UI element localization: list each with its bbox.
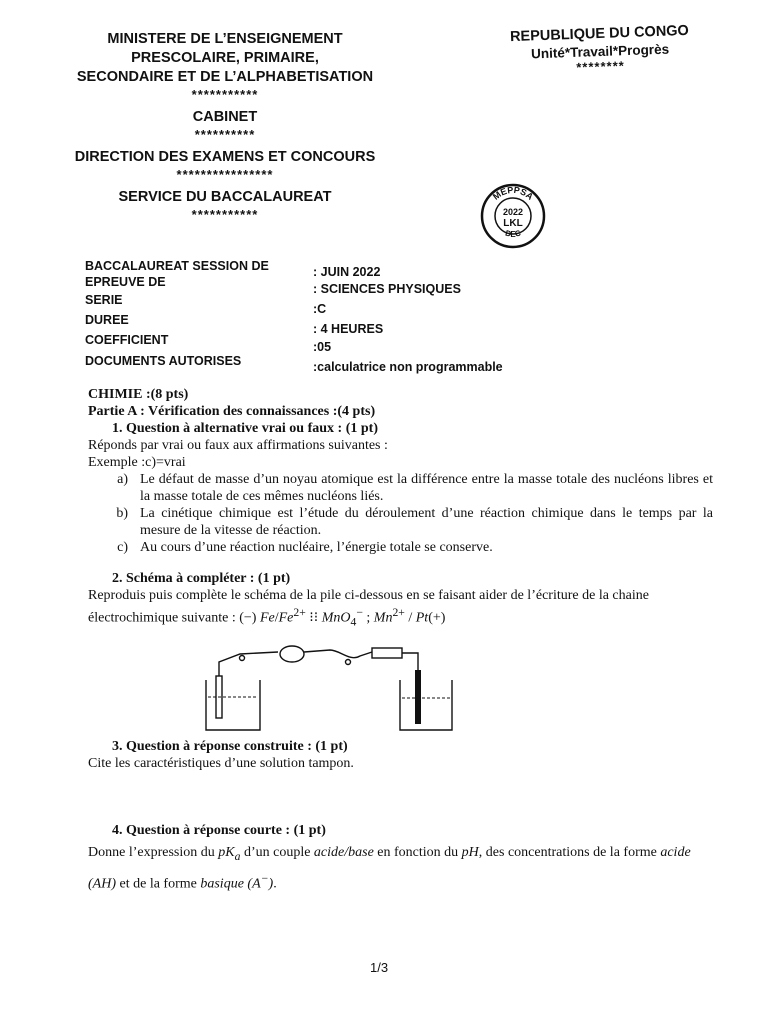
question-4-title: 4. Question à réponse courte : (1 pt) (112, 823, 326, 838)
pka-symbol: pK (218, 845, 235, 860)
item-key: a) (117, 472, 128, 487)
ammeter-symbol (280, 646, 304, 662)
resistor-symbol (372, 648, 402, 658)
question-1-example: Exemple :c)=vrai (88, 455, 186, 470)
svg-text:DEC (504, 228, 522, 238)
item-text: Le défaut de masse d’un noyau atomique est la différence entre la masse totale des nucléons libres et la masse totale de ces mêmes nucléons liés. (140, 472, 713, 504)
q4-text-part: Donne l’expression du (88, 845, 219, 860)
exam-info-label: EPREUVE DE (85, 275, 166, 289)
electrochemical-cell-diagram (200, 640, 455, 740)
official-stamp (480, 183, 546, 249)
exam-info-value: : 4 HEURES (313, 322, 384, 336)
republic-header (494, 22, 706, 77)
item-key: b) (116, 506, 128, 521)
exam-info-row (85, 275, 525, 296)
questions-3-4 (88, 738, 713, 895)
chemistry-section (88, 386, 713, 630)
chain-mno4: MnO (321, 610, 351, 626)
part-title: Partie A : Vérification des connaissances :(4 pts) (88, 404, 376, 419)
exam-info-label: COEFFICIENT (85, 333, 169, 347)
stars-separator: **************** (176, 167, 274, 182)
exam-info-value: :calculatrice non programmable (313, 360, 503, 374)
exam-info-row (85, 354, 525, 372)
chain-mn: Mn (373, 610, 393, 626)
page-number: 1/3 (370, 960, 389, 975)
right-electrode (415, 670, 421, 724)
item-text: La cinétique chimique est l’étude du déroulement d’une réaction chimique dans le temps par la mesure de la vitesse de réaction. (140, 506, 713, 538)
ph-symbol: pH (461, 845, 479, 860)
cabinet-label: CABINET (192, 109, 258, 125)
chain-mno4-charge: − (356, 606, 363, 619)
section-title: CHIMIE :(8 pts) (88, 387, 189, 402)
question-1-title: 1. Question à alternative vrai ou faux : (1 pt) (112, 421, 378, 436)
q4-text-part: en fonction du (373, 845, 462, 860)
question-2-title: 2. Schéma à compléter : (1 pt) (112, 571, 291, 586)
exam-info-value: : JUIN 2022 (313, 265, 381, 279)
stamp-top-text: MEPPSA (490, 184, 536, 202)
question-2-text: Reproduis puis complète le schéma de la pile ci-dessous en se faisant aider de l’écriture de la chaine électrochimique suivante : (−) $Fe/Fe^{2+}$ ⁝⁝ MnO$_4$− ; $Mn^{2+} / Pt(+)$ (88, 588, 649, 629)
sentence-end: . (273, 876, 277, 892)
left-beaker (206, 680, 260, 730)
stamp-year: 2022 (502, 207, 524, 217)
pka-index: a (234, 849, 241, 863)
q4-text-part: d’un couple (240, 845, 314, 860)
exam-info-value: :C (313, 302, 327, 316)
stamp-code: LKL (503, 218, 523, 229)
chain-fe2-charge: 2+ (293, 606, 306, 619)
stars-separator: ********** (194, 127, 256, 142)
list-item (88, 539, 713, 556)
chain-negative: (−) (239, 610, 257, 626)
chain-fe: Fe (259, 610, 275, 626)
connector-icon (240, 656, 245, 661)
connector-icon (346, 660, 351, 665)
question-3-title: 3. Question à réponse construite : (1 pt) (112, 739, 348, 754)
basic-form: basique (200, 876, 244, 892)
wire-middle (304, 650, 372, 658)
exam-info-label: SERIE (85, 293, 123, 307)
service-label: SERVICE DU BACCALAUREAT (118, 189, 332, 205)
base-charge: − (260, 871, 269, 885)
direction-label: DIRECTION DES EXAMENS ET CONCOURS (74, 149, 376, 165)
question-2-prefix: Reproduis puis complète le schéma de la pile ci-dessous en se faisant aider de l’écriture de la chaine électrochimique suivante : (88, 588, 649, 626)
exam-info-label: DOCUMENTS AUTORISES (85, 354, 242, 368)
stamp-bottom-text: DEC (504, 228, 522, 239)
question-4-text (88, 842, 713, 895)
list-item (88, 471, 713, 505)
stars-separator: *********** (191, 87, 259, 102)
question-3-text: Cite les caractéristiques d’une solution tampon. (88, 756, 354, 771)
chain-mn-charge: 2+ (392, 606, 405, 619)
exam-info-row (85, 333, 525, 354)
acid-formula: (AH) (88, 876, 116, 892)
chain-fe2: Fe (278, 610, 294, 626)
item-key: c) (117, 540, 128, 555)
salt-bridge-symbol: ⁝⁝ (305, 610, 322, 626)
base-formula-close: ) (268, 876, 274, 892)
exam-info-label: BACCALAUREAT SESSION DE (85, 259, 269, 273)
stars-separator: *********** (191, 207, 259, 222)
exam-info-value: : SCIENCES PHYSIQUES (313, 282, 461, 296)
exam-info-row (85, 293, 525, 316)
chain-mno4-index: 4 (350, 615, 357, 629)
acid-form: acide (660, 845, 691, 860)
right-beaker (400, 680, 452, 730)
question-1-instruction: Réponds par vrai ou faux aux affirmations suivantes : (88, 438, 388, 453)
item-text: Au cours d’une réaction nucléaire, l’énergie totale se conserve. (140, 540, 493, 555)
base-formula: (A (247, 876, 261, 892)
stars-separator: ******** (576, 58, 626, 75)
chain-pt: Pt (415, 610, 429, 626)
exam-info-value: :05 (313, 340, 332, 354)
chain-separator: ; (362, 610, 374, 626)
exam-info-label: DUREE (85, 313, 129, 327)
ministry-header (70, 30, 380, 222)
chain-positive: (+) (428, 610, 446, 626)
wire-left (219, 652, 278, 676)
wire-right (402, 653, 418, 670)
national-motto: Unité*Travail*Progrès (530, 41, 670, 62)
acid-base-couple: acide/base (313, 845, 374, 860)
ministry-line-3: SECONDAIRE ET DE L’ALPHABETISATION (76, 69, 374, 85)
exam-info-row (85, 313, 525, 336)
ministry-line-1: MINISTERE DE L’ENSEIGNEMENT (107, 31, 343, 47)
country-name: REPUBLIQUE DU CONGO (509, 22, 690, 46)
ministry-line-2: PRESCOLAIRE, PRIMAIRE, (131, 50, 319, 66)
q4-text-part: et de la forme (116, 876, 201, 892)
svg-text:MEPPSA (491, 185, 536, 202)
list-item (88, 505, 713, 539)
q4-text-part: , des concentrations de la forme (478, 845, 661, 860)
